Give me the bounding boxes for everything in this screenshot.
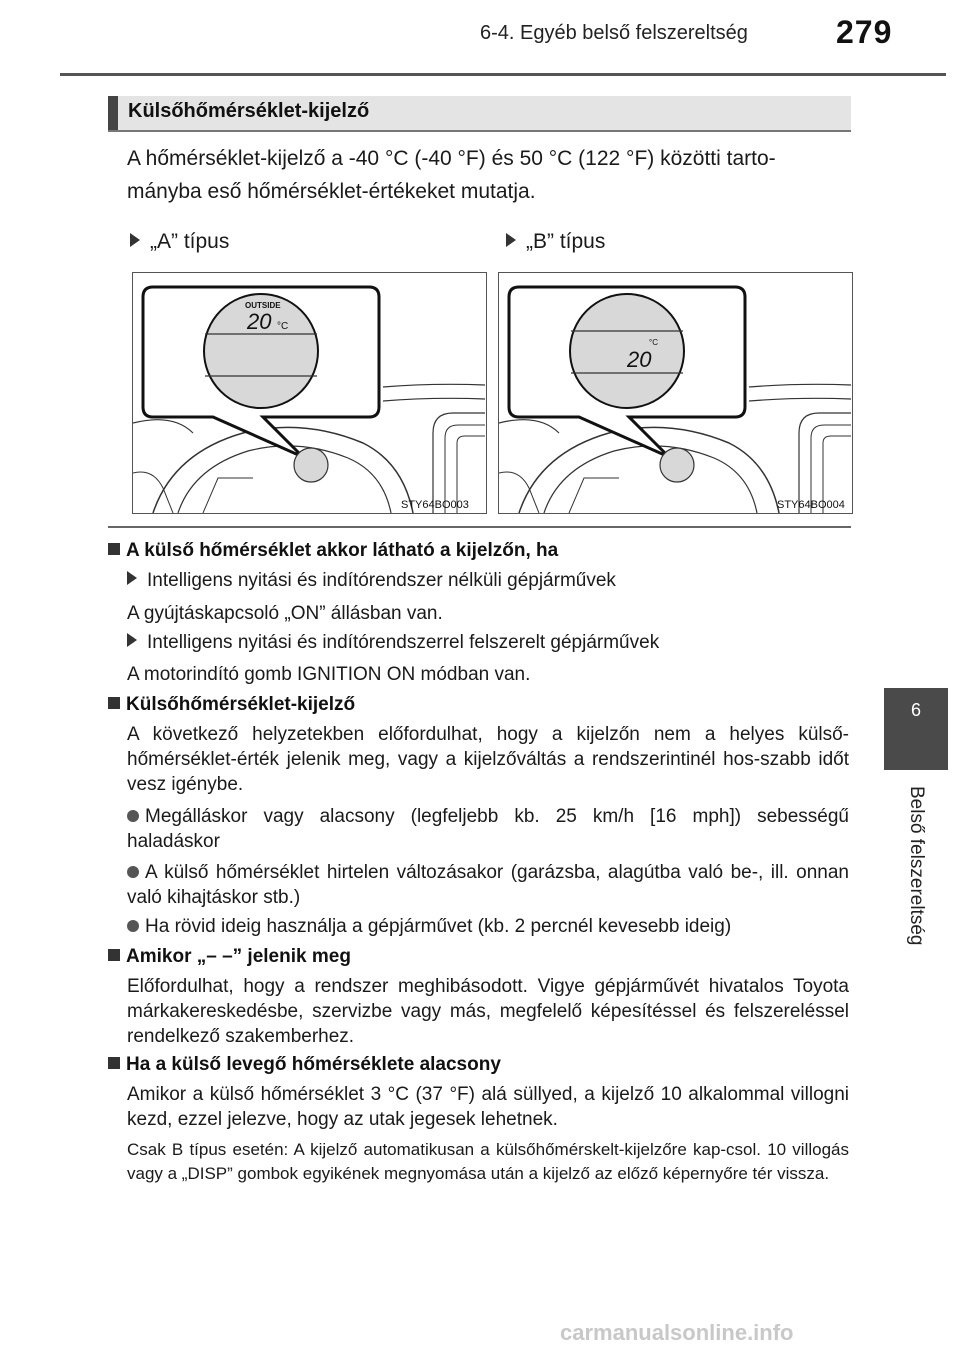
case2-text: A motorindító gomb IGNITION ON módban van. (127, 664, 531, 685)
watermark: carmanualsonline.info (560, 1320, 794, 1345)
section-marker (108, 96, 118, 130)
round-bullet-icon (127, 920, 139, 932)
section-divider (108, 526, 851, 528)
square-bullet-icon (108, 697, 120, 709)
triangle-bullet-icon (130, 233, 140, 247)
figure-b-label: „B” típus (506, 230, 605, 254)
bullet-item: Ha rövid ideig használja a gépjárművet (kb. 2 percnél kevesebb ideig) (127, 914, 849, 939)
display-header-text: OUTSIDE (245, 301, 281, 310)
dashboard-illustration-a (133, 273, 486, 513)
triangle-bullet-icon (127, 571, 137, 585)
figure-a-label: „A” típus (130, 230, 229, 254)
note-dash-heading: Amikor „– –” jelenik meg (108, 946, 351, 968)
note-visible-heading: A külső hőmérséklet akkor látható a kijelzőn, ha (108, 540, 558, 562)
note-cold-text: Amikor a külső hőmérséklet 3 °C (37 °F) alá süllyed, a kijelző 10 alkalommal villogni kezd, ezzel jelezve, hogy az utak jegesek lehetnek. (127, 1084, 849, 1130)
triangle-bullet-icon (506, 233, 516, 247)
figure-b (498, 272, 853, 514)
case1-text: A gyújtáskapcsoló „ON” állásban van. (127, 603, 443, 624)
note-cold-small: Csak B típus esetén: A kijelző automatikusan a külsőhőmérskelt-kijelzőre kap-csol. 10 villogás vagy a „DISP” gombok egyikének megnyomása után a kijelző az előző képernyőre tér vissza. (127, 1140, 849, 1183)
display-unit: °C (277, 321, 289, 332)
intro-paragraph: A hőmérséklet-kijelző a -40 °C (-40 °F) és 50 °C (122 °F) közötti tarto-mányba eső hőmérséklet-értékeket mutatja. (127, 147, 776, 203)
display-value: 20 (247, 309, 272, 334)
note-display-text: A következő helyzetekben előfordulhat, hogy a kijelzőn nem a helyes külső-hőmérséklet-érték jelenik meg, vagy a kijelzőváltás a rendszerintinél hos-szabb időt vesz igénybe. (127, 724, 849, 795)
display-value: 20 (627, 347, 652, 372)
triangle-bullet-icon (127, 633, 137, 647)
running-header-section: 6-4. Egyéb belső felszereltség (480, 22, 748, 44)
section-title-bar (108, 96, 851, 132)
section-title: Külsőhőmérséklet-kijelző (128, 100, 370, 122)
square-bullet-icon (108, 949, 120, 961)
bullet-item: Megálláskor vagy alacsony (legfeljebb kb. 25 km/h [16 mph]) sebességű haladáskor (127, 806, 849, 852)
chapter-number: 6 (910, 700, 921, 720)
figure-a (132, 272, 487, 514)
figure-code: STY64BO003 (401, 499, 469, 511)
display-unit: °C (649, 338, 658, 347)
bullet-item: A külső hőmérséklet hirtelen változásakor (garázsba, alagútba való be-, ill. onnan való kihajtáskor stb.) (127, 862, 849, 908)
figure-code: STY64BO004 (777, 499, 845, 511)
round-bullet-icon (127, 866, 139, 878)
header-rule (60, 73, 946, 76)
note-cold-heading: Ha a külső levegő hőmérséklete alacsony (108, 1054, 501, 1076)
chapter-label: Belső felszereltség (906, 786, 927, 946)
page-number: 279 (836, 14, 893, 50)
note-dash-text: Előfordulhat, hogy a rendszer meghibásodott. Vigye gépjárművét hivatalos Toyota márkakereskedésbe, szervizbe vagy más, megfelelő képesítéssel és felszereléssel rendelkező szakemberhez. (127, 976, 849, 1047)
dashboard-illustration-b (499, 273, 852, 513)
chapter-tab[interactable] (884, 688, 948, 770)
round-bullet-icon (127, 810, 139, 822)
case1-label: Intelligens nyitási és indítórendszer nélküli gépjárművek (127, 570, 616, 592)
case2-label: Intelligens nyitási és indítórendszerrel felszerelt gépjárművek (127, 632, 659, 654)
note-display-heading: Külsőhőmérséklet-kijelző (108, 694, 355, 716)
square-bullet-icon (108, 1057, 120, 1069)
square-bullet-icon (108, 543, 120, 555)
